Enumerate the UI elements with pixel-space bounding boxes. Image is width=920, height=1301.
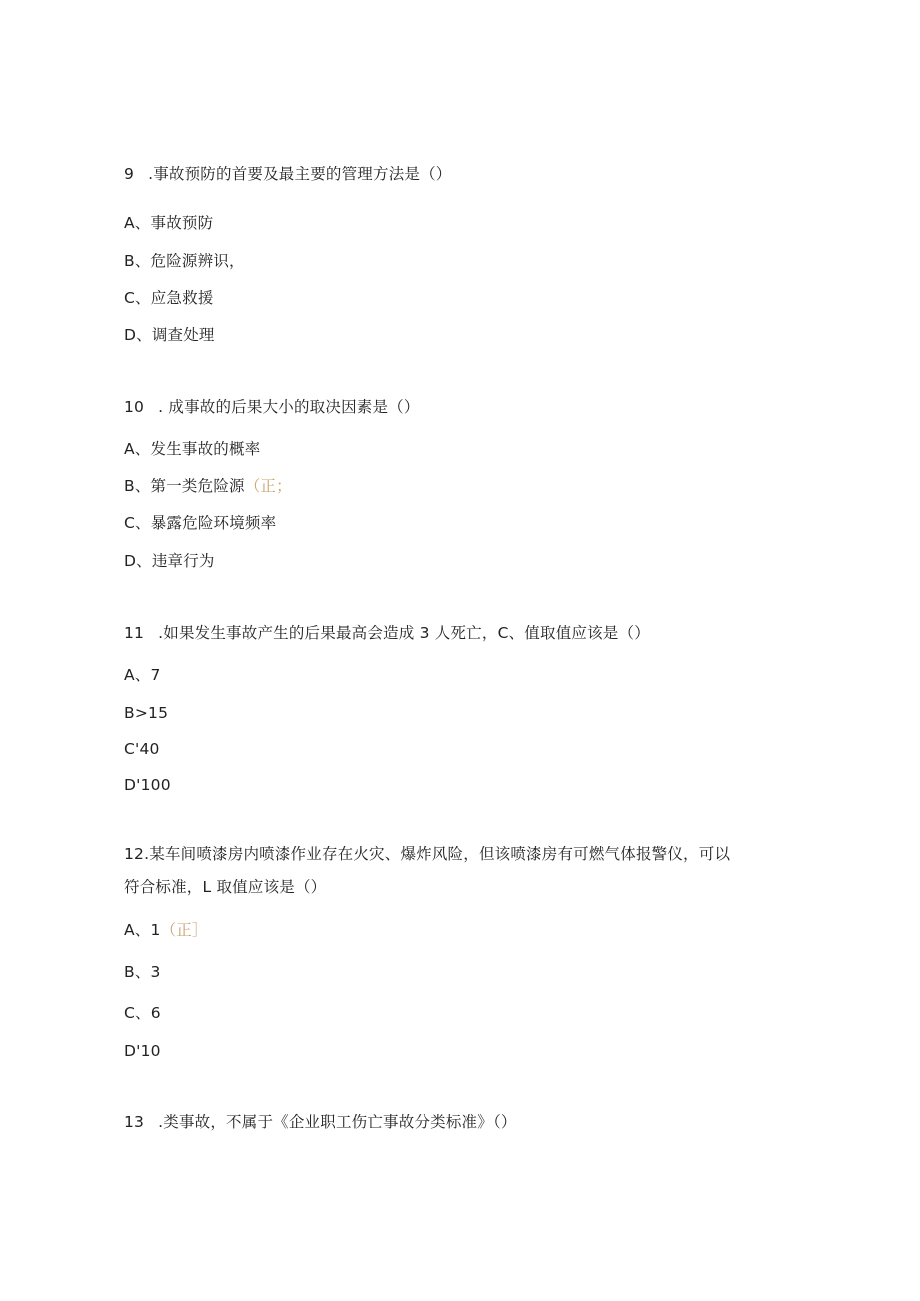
answer-mark: （正］ (160, 921, 208, 939)
question-text: . 成事故的后果大小的取决因素是（） (158, 398, 420, 416)
option-text: D'10 (124, 1042, 161, 1060)
question-10-option-b (124, 476, 292, 496)
question-text: .事故预防的首要及最主要的管理方法是（） (148, 165, 452, 183)
question-9-option-c (124, 288, 214, 308)
option-text: D、违章行为 (124, 552, 215, 570)
question-text: 12.某车间喷漆房内喷漆作业存在火灾、爆炸风险，但该喷漆房有可燃气体报警仪，可以 (124, 845, 731, 863)
option-text: D、调查处理 (124, 326, 215, 344)
question-number: 9 (124, 165, 135, 183)
question-11-option-c (124, 739, 160, 759)
option-text: C、应急救援 (124, 289, 214, 307)
question-12-option-d (124, 1041, 161, 1061)
question-9-option-a (124, 213, 213, 233)
question-number: 13 (124, 1113, 145, 1131)
option-text: B、危险源辨识， (124, 252, 245, 270)
answer-mark: （正； (244, 477, 292, 495)
question-12-option-b (124, 962, 161, 982)
question-number: 11 (124, 624, 145, 642)
question-11-option-a (124, 665, 161, 685)
question-9-option-b (124, 251, 245, 271)
question-11-option-b (124, 703, 168, 723)
option-text: D'100 (124, 776, 171, 794)
question-9-option-d (124, 325, 215, 345)
question-12-stem-line-1 (124, 844, 730, 864)
question-12-option-c (124, 1003, 161, 1023)
question-text: 符合标准，L 取值应该是（） (124, 878, 327, 896)
question-11-option-d (124, 775, 171, 795)
option-text: A、发生事故的概率 (124, 440, 261, 458)
option-text: C'40 (124, 740, 160, 758)
option-text: C、6 (124, 1004, 161, 1022)
question-12-option-a (124, 920, 208, 940)
option-text: C、暴露危险环境频率 (124, 514, 277, 532)
question-text: .类事故，不属于《企业职工伤亡事故分类标准》（） (158, 1113, 517, 1131)
question-9-stem (124, 164, 452, 184)
question-12-stem-line-2 (124, 877, 326, 897)
option-text: A、1 (124, 921, 161, 939)
option-text: B、第一类危险源 (124, 477, 245, 495)
question-13-stem (124, 1112, 517, 1132)
option-text: B、3 (124, 963, 161, 981)
option-text: A、事故预防 (124, 214, 214, 232)
question-10-option-a (124, 439, 260, 459)
question-11-stem (124, 623, 650, 643)
question-10-option-d (124, 551, 215, 571)
question-text: .如果发生事故产生的后果最高会造成 3 人死亡，C、值取值应该是（） (158, 624, 650, 642)
option-text: A、7 (124, 666, 161, 684)
option-text: B>15 (124, 704, 169, 722)
question-number: 10 (124, 398, 145, 416)
question-10-stem (124, 397, 420, 417)
question-10-option-c (124, 513, 276, 533)
